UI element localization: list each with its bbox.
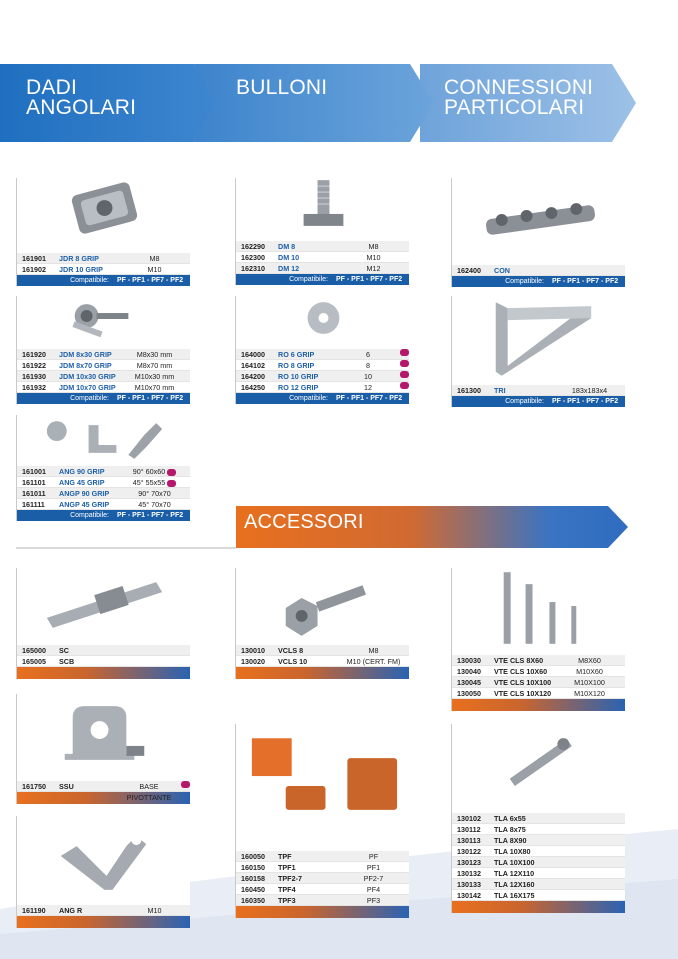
header-line: ANGOLARI bbox=[26, 96, 137, 119]
table-row: 130010 VCLS 8 M8 bbox=[236, 645, 409, 656]
product-card-con bbox=[451, 178, 625, 287]
table-row: 130122 TLA 10X80 bbox=[452, 846, 625, 857]
table-row: 162300 DM 10 M10 bbox=[236, 252, 409, 263]
hammer-bolt-image bbox=[236, 178, 409, 236]
table-row: 160350 TPF3 PF3 bbox=[236, 895, 409, 906]
table-row: 162290 DM 8 M8 bbox=[236, 241, 409, 252]
table-row: 130112 TLA 8x75 bbox=[452, 824, 625, 835]
anchor-bolt-image bbox=[452, 724, 625, 808]
table-row: 130020 VCLS 10 M10 (CERT. FM) bbox=[236, 656, 409, 667]
angr-bracket-image bbox=[17, 816, 190, 900]
product-card-jdr bbox=[16, 178, 190, 286]
table-row: 161111 ANGP 45 GRIP 45° 70x70 bbox=[17, 499, 190, 510]
table-row: 165005 SCB bbox=[17, 656, 190, 667]
angle-brackets-image bbox=[17, 415, 190, 461]
table-row: 164000 RO 6 GRIP 6 bbox=[236, 349, 409, 360]
compatibility-bar: Compatibile: PF - PF1 - PF7 - PF2 bbox=[236, 393, 409, 404]
new-badge-icon bbox=[167, 480, 176, 487]
compatibility-bar: Compatibile: PF - PF1 - PF7 - PF2 bbox=[452, 396, 625, 407]
header-line: DADI bbox=[26, 76, 77, 99]
product-card-angr bbox=[16, 816, 190, 928]
table-row: 161750 SSU BASE PIVOTTANTE bbox=[17, 781, 190, 792]
table-row: 161922 JDM 8x70 GRIP M8x70 mm bbox=[17, 360, 190, 371]
compatibility-bar: Compatibile: PF - PF1 - PF7 - PF2 bbox=[17, 510, 190, 521]
ssu-bracket-image bbox=[17, 694, 190, 776]
compatibility-bar: Compatibile: PF - PF1 - PF7 - PF2 bbox=[236, 274, 409, 285]
table-row: 165000 SC bbox=[17, 645, 190, 656]
table-row: 160150 TPF1 PF1 bbox=[236, 862, 409, 873]
table-row: 130133 TLA 12X160 bbox=[452, 879, 625, 890]
compatibility-bar: Compatibile: PF - PF1 - PF7 - PF2 bbox=[452, 276, 625, 287]
table-row: 161902 JDR 10 GRIP M10 bbox=[17, 264, 190, 275]
table-row: 160450 TPF4 PF4 bbox=[236, 884, 409, 895]
table-row: 161001 ANG 90 GRIP 90° 60x60 bbox=[17, 466, 190, 477]
gradient-bar bbox=[236, 667, 409, 679]
divider bbox=[16, 547, 236, 549]
table-row: 161932 JDM 10x70 GRIP M10x70 mm bbox=[17, 382, 190, 393]
header-line: PARTICOLARI bbox=[444, 96, 585, 119]
table-row: 130030 VTE CLS 8X60 M8X60 bbox=[452, 655, 625, 666]
gradient-bar bbox=[17, 667, 190, 679]
table-row: 130040 VTE CLS 10X60 M10X60 bbox=[452, 666, 625, 677]
product-card-ro bbox=[235, 296, 409, 404]
gradient-bar bbox=[452, 699, 625, 711]
gradient-bar bbox=[236, 906, 409, 918]
table-row: 162310 DM 12 M12 bbox=[236, 263, 409, 274]
product-card-tla bbox=[451, 724, 625, 913]
product-card-ssu bbox=[16, 694, 190, 804]
product-card-jdm bbox=[16, 296, 190, 404]
product-card-sc bbox=[16, 568, 190, 679]
table-row: 160050 TPF PF bbox=[236, 851, 409, 862]
washer-image bbox=[236, 296, 409, 344]
table-row: 160158 TPF2-7 PF2-7 bbox=[236, 873, 409, 884]
product-card-tri bbox=[451, 296, 625, 407]
new-badge-icon bbox=[400, 360, 409, 367]
product-card-ang bbox=[16, 415, 190, 521]
product-card-vte bbox=[451, 568, 625, 711]
table-row: 161920 JDM 8x30 GRIP M8x30 mm bbox=[17, 349, 190, 360]
header-connessioni-particolari bbox=[444, 78, 593, 118]
table-row: 130102 TLA 6x55 bbox=[452, 813, 625, 824]
table-row: 161930 JDM 10x30 GRIP M10x30 mm bbox=[17, 371, 190, 382]
product-card-dm bbox=[235, 178, 409, 285]
header-line: BULLONI bbox=[236, 76, 328, 99]
jdm-bolt-image bbox=[17, 296, 190, 344]
vcls-bolt-image bbox=[236, 568, 409, 640]
table-row: 164250 RO 12 GRIP 12 bbox=[236, 382, 409, 393]
end-caps-image bbox=[236, 724, 409, 846]
connector-plate-image bbox=[452, 178, 625, 260]
table-row: 161011 ANGP 90 GRIP 90° 70x70 bbox=[17, 488, 190, 499]
table-row: 164102 RO 8 GRIP 8 bbox=[236, 360, 409, 371]
table-row: 130132 TLA 12X110 bbox=[452, 868, 625, 879]
compatibility-bar: Compatibile: PF - PF1 - PF7 - PF2 bbox=[17, 393, 190, 404]
table-row: 130142 TLA 16X175 bbox=[452, 890, 625, 901]
section-title-accessori: ACCESSORI bbox=[244, 511, 364, 533]
gradient-bar bbox=[452, 901, 625, 913]
table-row: 161300 TRI 183x183x4 bbox=[452, 385, 625, 396]
concrete-screws-image bbox=[452, 568, 625, 650]
table-row: 161190 ANG R M10 bbox=[17, 905, 190, 916]
table-row: 130113 TLA 8X90 bbox=[452, 835, 625, 846]
table-row: 162400 CON bbox=[452, 265, 625, 276]
compatibility-bar: Compatibile: PF - PF1 - PF7 - PF2 bbox=[17, 275, 190, 286]
table-row: 130123 TLA 10X100 bbox=[452, 857, 625, 868]
gradient-bar bbox=[17, 916, 190, 928]
new-badge-icon bbox=[400, 382, 409, 389]
new-badge-icon bbox=[400, 371, 409, 378]
header-bulloni bbox=[236, 78, 327, 98]
table-row: 164200 RO 10 GRIP 10 bbox=[236, 371, 409, 382]
table-row: 161101 ANG 45 GRIP 45° 55x55 bbox=[17, 477, 190, 488]
new-badge-icon bbox=[400, 349, 409, 356]
table-row: 130050 VTE CLS 10X120 M10X120 bbox=[452, 688, 625, 699]
new-badge-icon bbox=[167, 469, 176, 476]
product-card-tpf bbox=[235, 724, 409, 918]
new-badge-icon bbox=[181, 781, 190, 788]
header-dadi-angolari bbox=[26, 78, 136, 118]
sc-clamp-image bbox=[17, 568, 190, 640]
table-row: 130045 VTE CLS 10X100 M10X100 bbox=[452, 677, 625, 688]
triangle-bracket-image bbox=[452, 296, 625, 380]
jdr-nut-image bbox=[17, 178, 190, 248]
product-card-vcls bbox=[235, 568, 409, 679]
table-row: 161901 JDR 8 GRIP M8 bbox=[17, 253, 190, 264]
header-line: CONNESSIONI bbox=[444, 76, 594, 99]
